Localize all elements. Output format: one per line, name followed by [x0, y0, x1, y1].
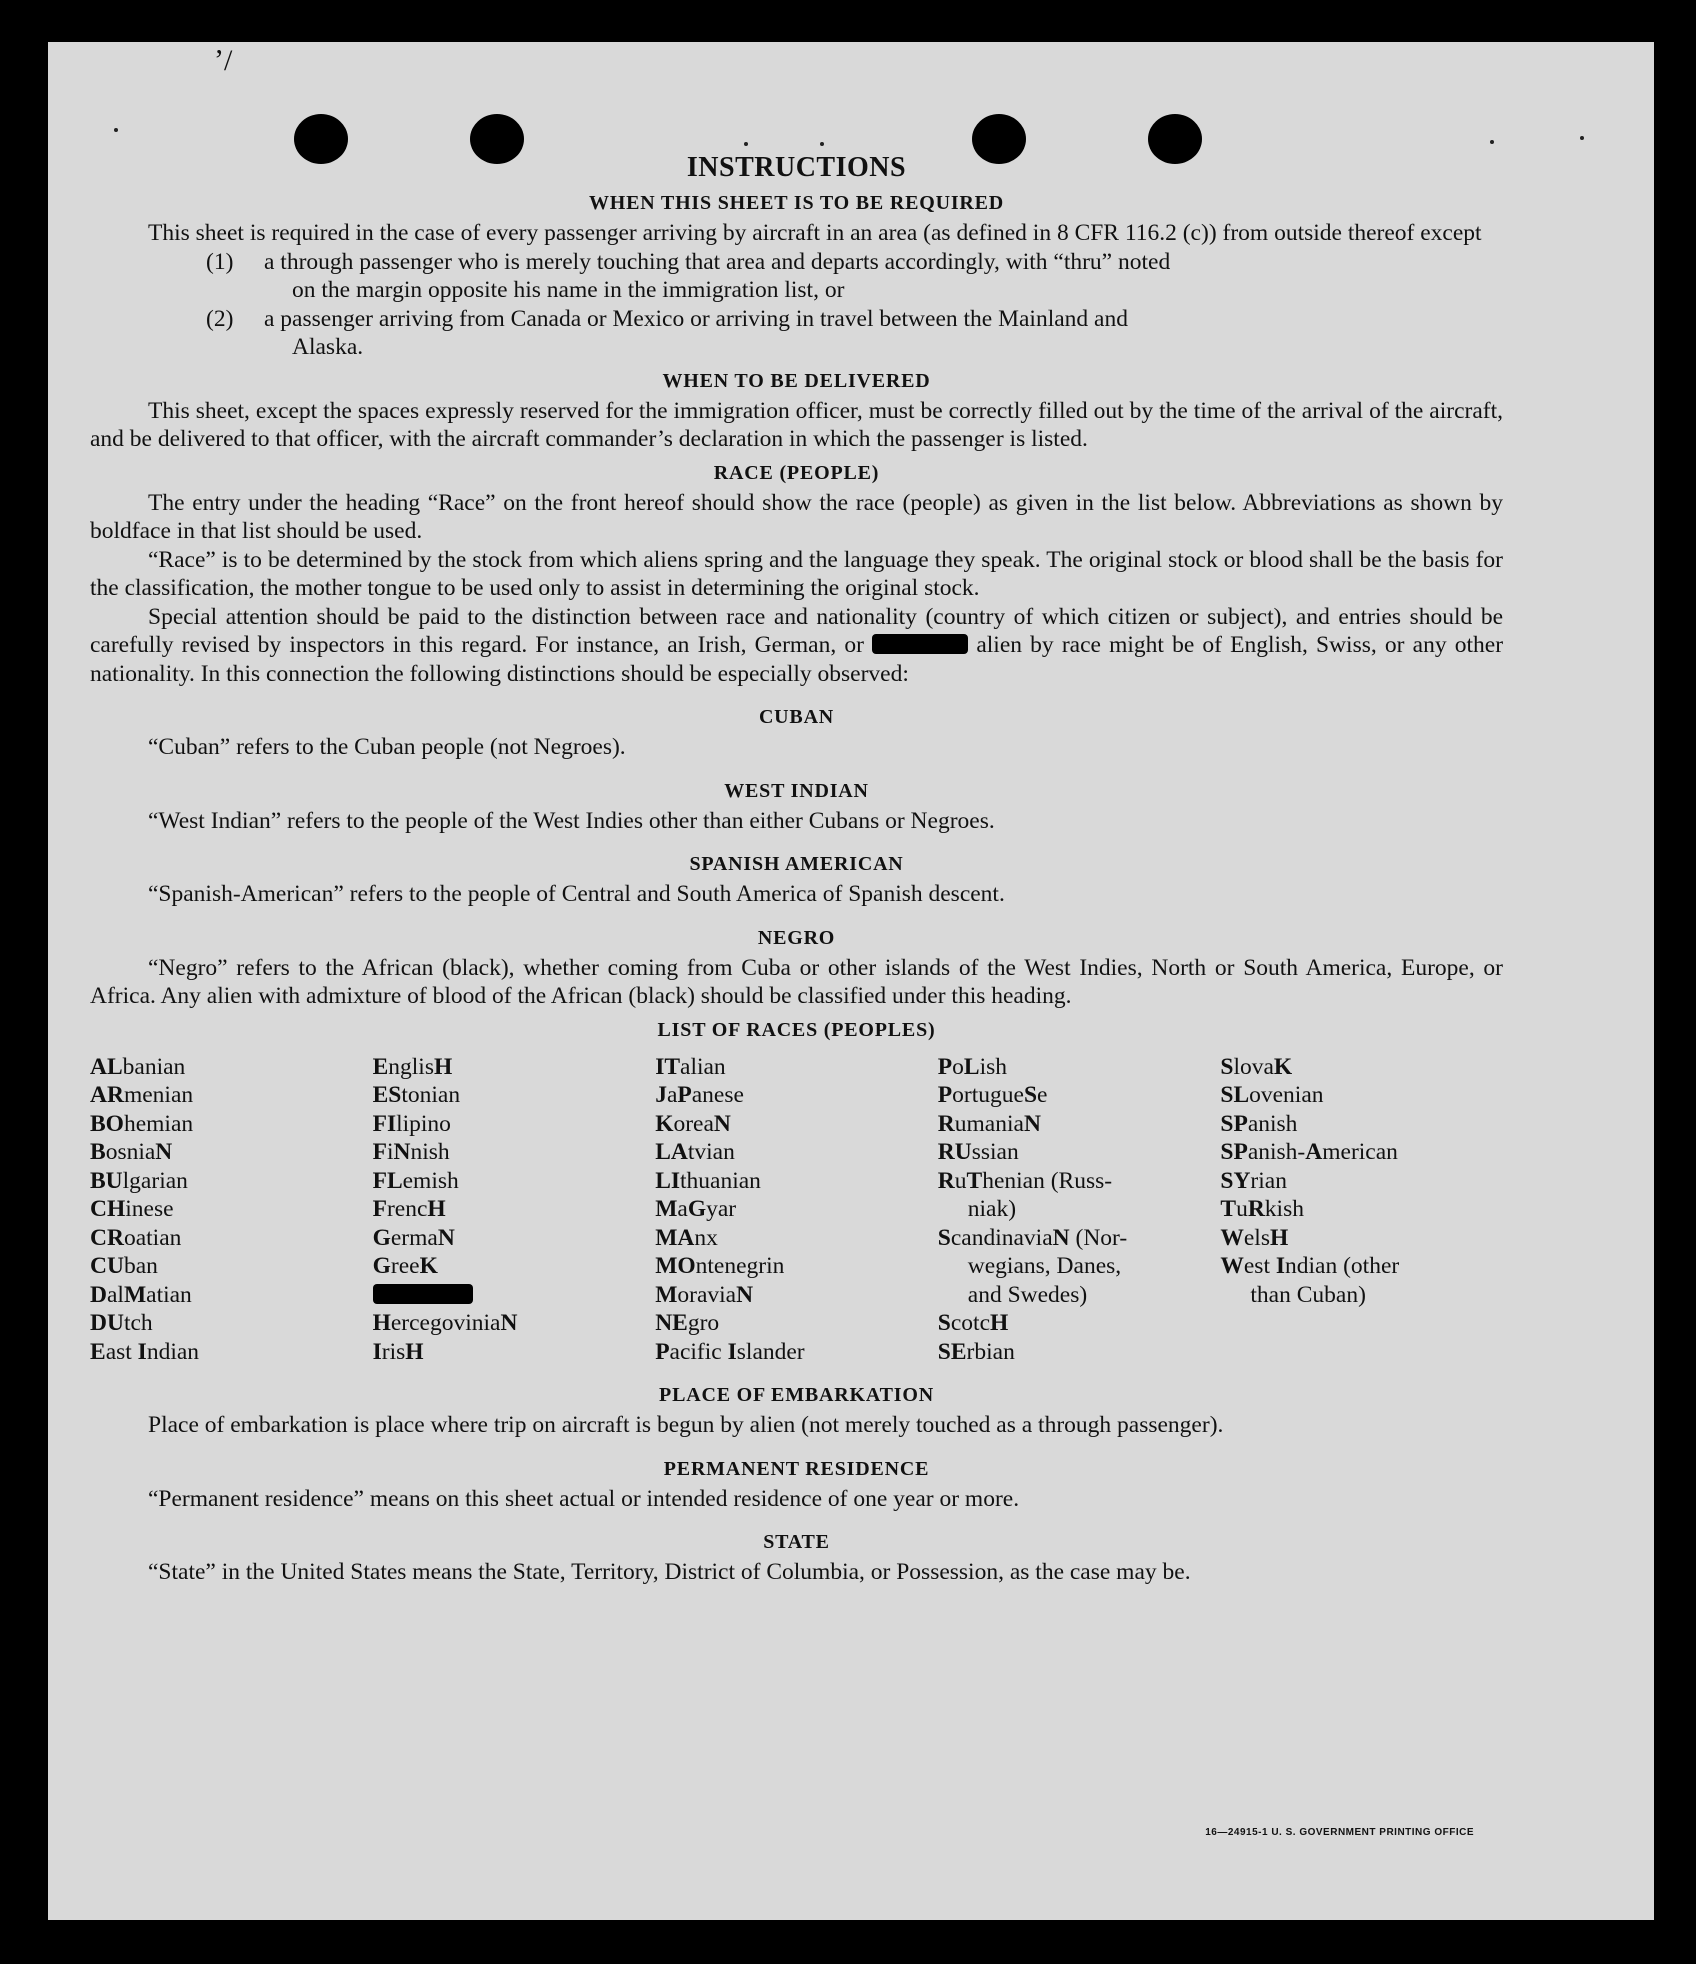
- race-entry: and Swedes): [967, 1281, 1088, 1308]
- race-entry: MAnx: [655, 1224, 718, 1251]
- race-entry: BUlgarian: [90, 1167, 188, 1194]
- race-entry: NEgro: [655, 1310, 720, 1336]
- speck: [114, 128, 118, 132]
- race-entry: BOhemian: [90, 1110, 194, 1137]
- race-entry: RuThenian (Russ-: [937, 1167, 1113, 1194]
- section-heading: WEST INDIAN: [724, 779, 869, 802]
- race-entry: WelsH: [1220, 1224, 1289, 1251]
- paragraph: This sheet is required in the case of every passenger arriving by aircraft in an area (as defined in 8 CFR 116.2 (c)) from outside thereof except: [148, 220, 1482, 246]
- redaction-mark: [872, 634, 968, 654]
- printer-imprint: 16—24915-1 U. S. GOVERNMENT PRINTING OFFICE: [1205, 1827, 1474, 1838]
- race-entry: CRoatian: [90, 1224, 182, 1251]
- race-entry: TuRkish: [1220, 1196, 1304, 1222]
- paragraph: “West Indian” refers to the people of the West Indies other than either Cubans or Negroes.: [148, 807, 995, 834]
- race-entry: Pacific Islander: [655, 1338, 805, 1365]
- item-number: (2): [206, 305, 234, 332]
- paragraph: “Spanish-American” refers to the people of Central and South America of Spanish descent.: [148, 881, 1005, 907]
- race-entry: BosniaN: [90, 1139, 173, 1165]
- section-heading: NEGRO: [757, 926, 836, 949]
- race-entry: RumaniaN: [937, 1110, 1041, 1137]
- race-entry: GreeK: [372, 1253, 438, 1279]
- speck: [1490, 140, 1494, 144]
- races-list: [90, 1053, 1503, 1367]
- race-entry: SErbian: [937, 1338, 1015, 1365]
- paragraph: The entry under the heading “Race” on the front hereof should show the race (people) as given in the list below. Abbreviations as shown by boldface in that list should be used.: [90, 489, 1503, 544]
- race-entry: CUban: [90, 1253, 158, 1279]
- section-heading: CUBAN: [758, 706, 835, 728]
- pen-mark: ʼ/: [214, 44, 233, 77]
- race-entry: LAtvian: [655, 1139, 735, 1165]
- paragraph: “State” in the United States means the State, Territory, District of Columbia, or Possession, as the case may be.: [148, 1559, 1191, 1585]
- race-entry: ITalian: [655, 1053, 726, 1080]
- race-entry: FiNnish: [372, 1139, 450, 1165]
- paragraph: “Race” is to be determined by the stock from which aliens spring and the language they speak. The original stock or blood shall be the basis for the classification, the mother tongue to be used only to assist in determining the original stock.: [90, 546, 1503, 601]
- paragraph: This sheet, except the spaces expressly reserved for the immigration officer, must be correctly filled out by the time of the arrival of the aircraft, and be delivered to that officer, with the aircraft commander’s declaration in which the passenger is listed.: [90, 397, 1503, 452]
- page-title: INSTRUCTIONS: [686, 152, 907, 183]
- race-entry: West Indian (other: [1220, 1253, 1400, 1279]
- race-entry: PortugueSe: [937, 1082, 1048, 1108]
- race-entry: FIlipino: [372, 1110, 451, 1137]
- paragraph-part: alien by race might be of English, Swiss, or any other nationality. In this connection the following distinctions should be especially observed:: [90, 632, 1504, 687]
- race-entry: SYrian: [1220, 1167, 1287, 1194]
- race-entry: HercegoviniaN: [372, 1310, 518, 1336]
- section-heading: PLACE OF EMBARKATION: [659, 1384, 934, 1406]
- section-heading: PERMANENT RESIDENCE: [663, 1457, 930, 1480]
- race-entry: ALbanian: [90, 1053, 186, 1080]
- list-item: [90, 248, 1503, 305]
- race-column: [655, 1053, 938, 1367]
- race-entry: FrencH: [372, 1196, 446, 1222]
- race-entry: SPanish-American: [1220, 1139, 1398, 1165]
- race-entry: East Indian: [90, 1338, 200, 1365]
- race-entry: MOntenegrin: [655, 1253, 785, 1279]
- race-entry: wegians, Danes,: [967, 1253, 1122, 1279]
- race-entry: DUtch: [90, 1310, 153, 1336]
- item-number: (1): [206, 248, 234, 275]
- race-entry: FLemish: [372, 1167, 459, 1194]
- race-column: [1220, 1053, 1503, 1367]
- race-entry: MoraviaN: [655, 1281, 754, 1308]
- instructions-text: [90, 152, 1503, 1587]
- paragraph: “Permanent residence” means on this sheet actual or intended residence of one year or more.: [148, 1485, 1020, 1512]
- race-entry: GermaN: [372, 1224, 455, 1251]
- race-entry: ARmenian: [90, 1082, 194, 1108]
- race-entry: PoLish: [937, 1053, 1008, 1080]
- race-entry: SlovaK: [1220, 1053, 1293, 1080]
- item-text-cont: Alaska.: [292, 334, 364, 360]
- section-heading: WHEN TO BE DELIVERED: [662, 369, 931, 392]
- race-column: [373, 1053, 656, 1367]
- race-entry: MaGyar: [655, 1196, 737, 1222]
- list-item: [90, 305, 1503, 362]
- race-entry: RUssian: [937, 1139, 1019, 1165]
- speck: [820, 142, 824, 146]
- paragraph: Place of embarkation is place where trip on aircraft is begun by alien (not merely touched as a through passenger).: [148, 1412, 1224, 1438]
- item-text-cont: on the margin opposite his name in the immigration list, or: [292, 277, 845, 303]
- race-column: [90, 1053, 373, 1367]
- paragraph: [90, 603, 1503, 689]
- race-entry: [373, 1281, 656, 1310]
- item-text: a passenger arriving from Canada or Mexico or arriving in travel between the Mainland and: [264, 305, 1128, 332]
- race-entry: LIthuanian: [655, 1167, 761, 1194]
- race-entry: niak): [967, 1196, 1017, 1222]
- item-text: a through passenger who is merely touching that area and departs accordingly, with “thru” noted: [264, 248, 1171, 275]
- section-heading: LIST OF RACES (PEOPLES): [657, 1018, 936, 1041]
- section-heading: STATE: [763, 1531, 830, 1553]
- race-entry: JaPanese: [655, 1082, 744, 1108]
- race-entry: KoreaN: [655, 1110, 731, 1137]
- section-heading: RACE (PEOPLE): [713, 461, 880, 484]
- race-entry: ScotcH: [937, 1310, 1009, 1336]
- paragraph: “Cuban” refers to the Cuban people (not Negroes).: [148, 734, 626, 760]
- race-entry: SPanish: [1220, 1110, 1298, 1137]
- document-page: [48, 42, 1654, 1920]
- race-entry: DalMatian: [90, 1281, 192, 1308]
- redaction-mark: [373, 1284, 473, 1304]
- section-heading: SPANISH AMERICAN: [689, 853, 904, 875]
- speck: [744, 142, 748, 146]
- race-entry: ScandinaviaN (Nor-: [937, 1224, 1128, 1251]
- section-heading: WHEN THIS SHEET IS TO BE REQUIRED: [588, 192, 1005, 214]
- paragraph: “Negro” refers to the African (black), whether coming from Cuba or other islands of the West Indies, North or South America, Europe, or Africa. Any alien with admixture of blood of the African (black) should be classified under this heading.: [90, 954, 1503, 1009]
- race-entry: CHinese: [90, 1196, 174, 1222]
- race-entry: EnglisH: [372, 1053, 453, 1080]
- paragraph-part: Special attention should be paid to the distinction between race and nationality (country of which citizen or subject), and entries should be carefully revised by inspectors in this regard. For instance, an Irish, German, or: [90, 603, 1503, 658]
- race-column: [938, 1053, 1221, 1367]
- race-entry: SLovenian: [1220, 1082, 1324, 1108]
- race-entry: EStonian: [372, 1082, 461, 1108]
- race-entry: than Cuban): [1250, 1281, 1366, 1308]
- race-entry: IrisH: [372, 1338, 424, 1365]
- speck: [1580, 136, 1584, 140]
